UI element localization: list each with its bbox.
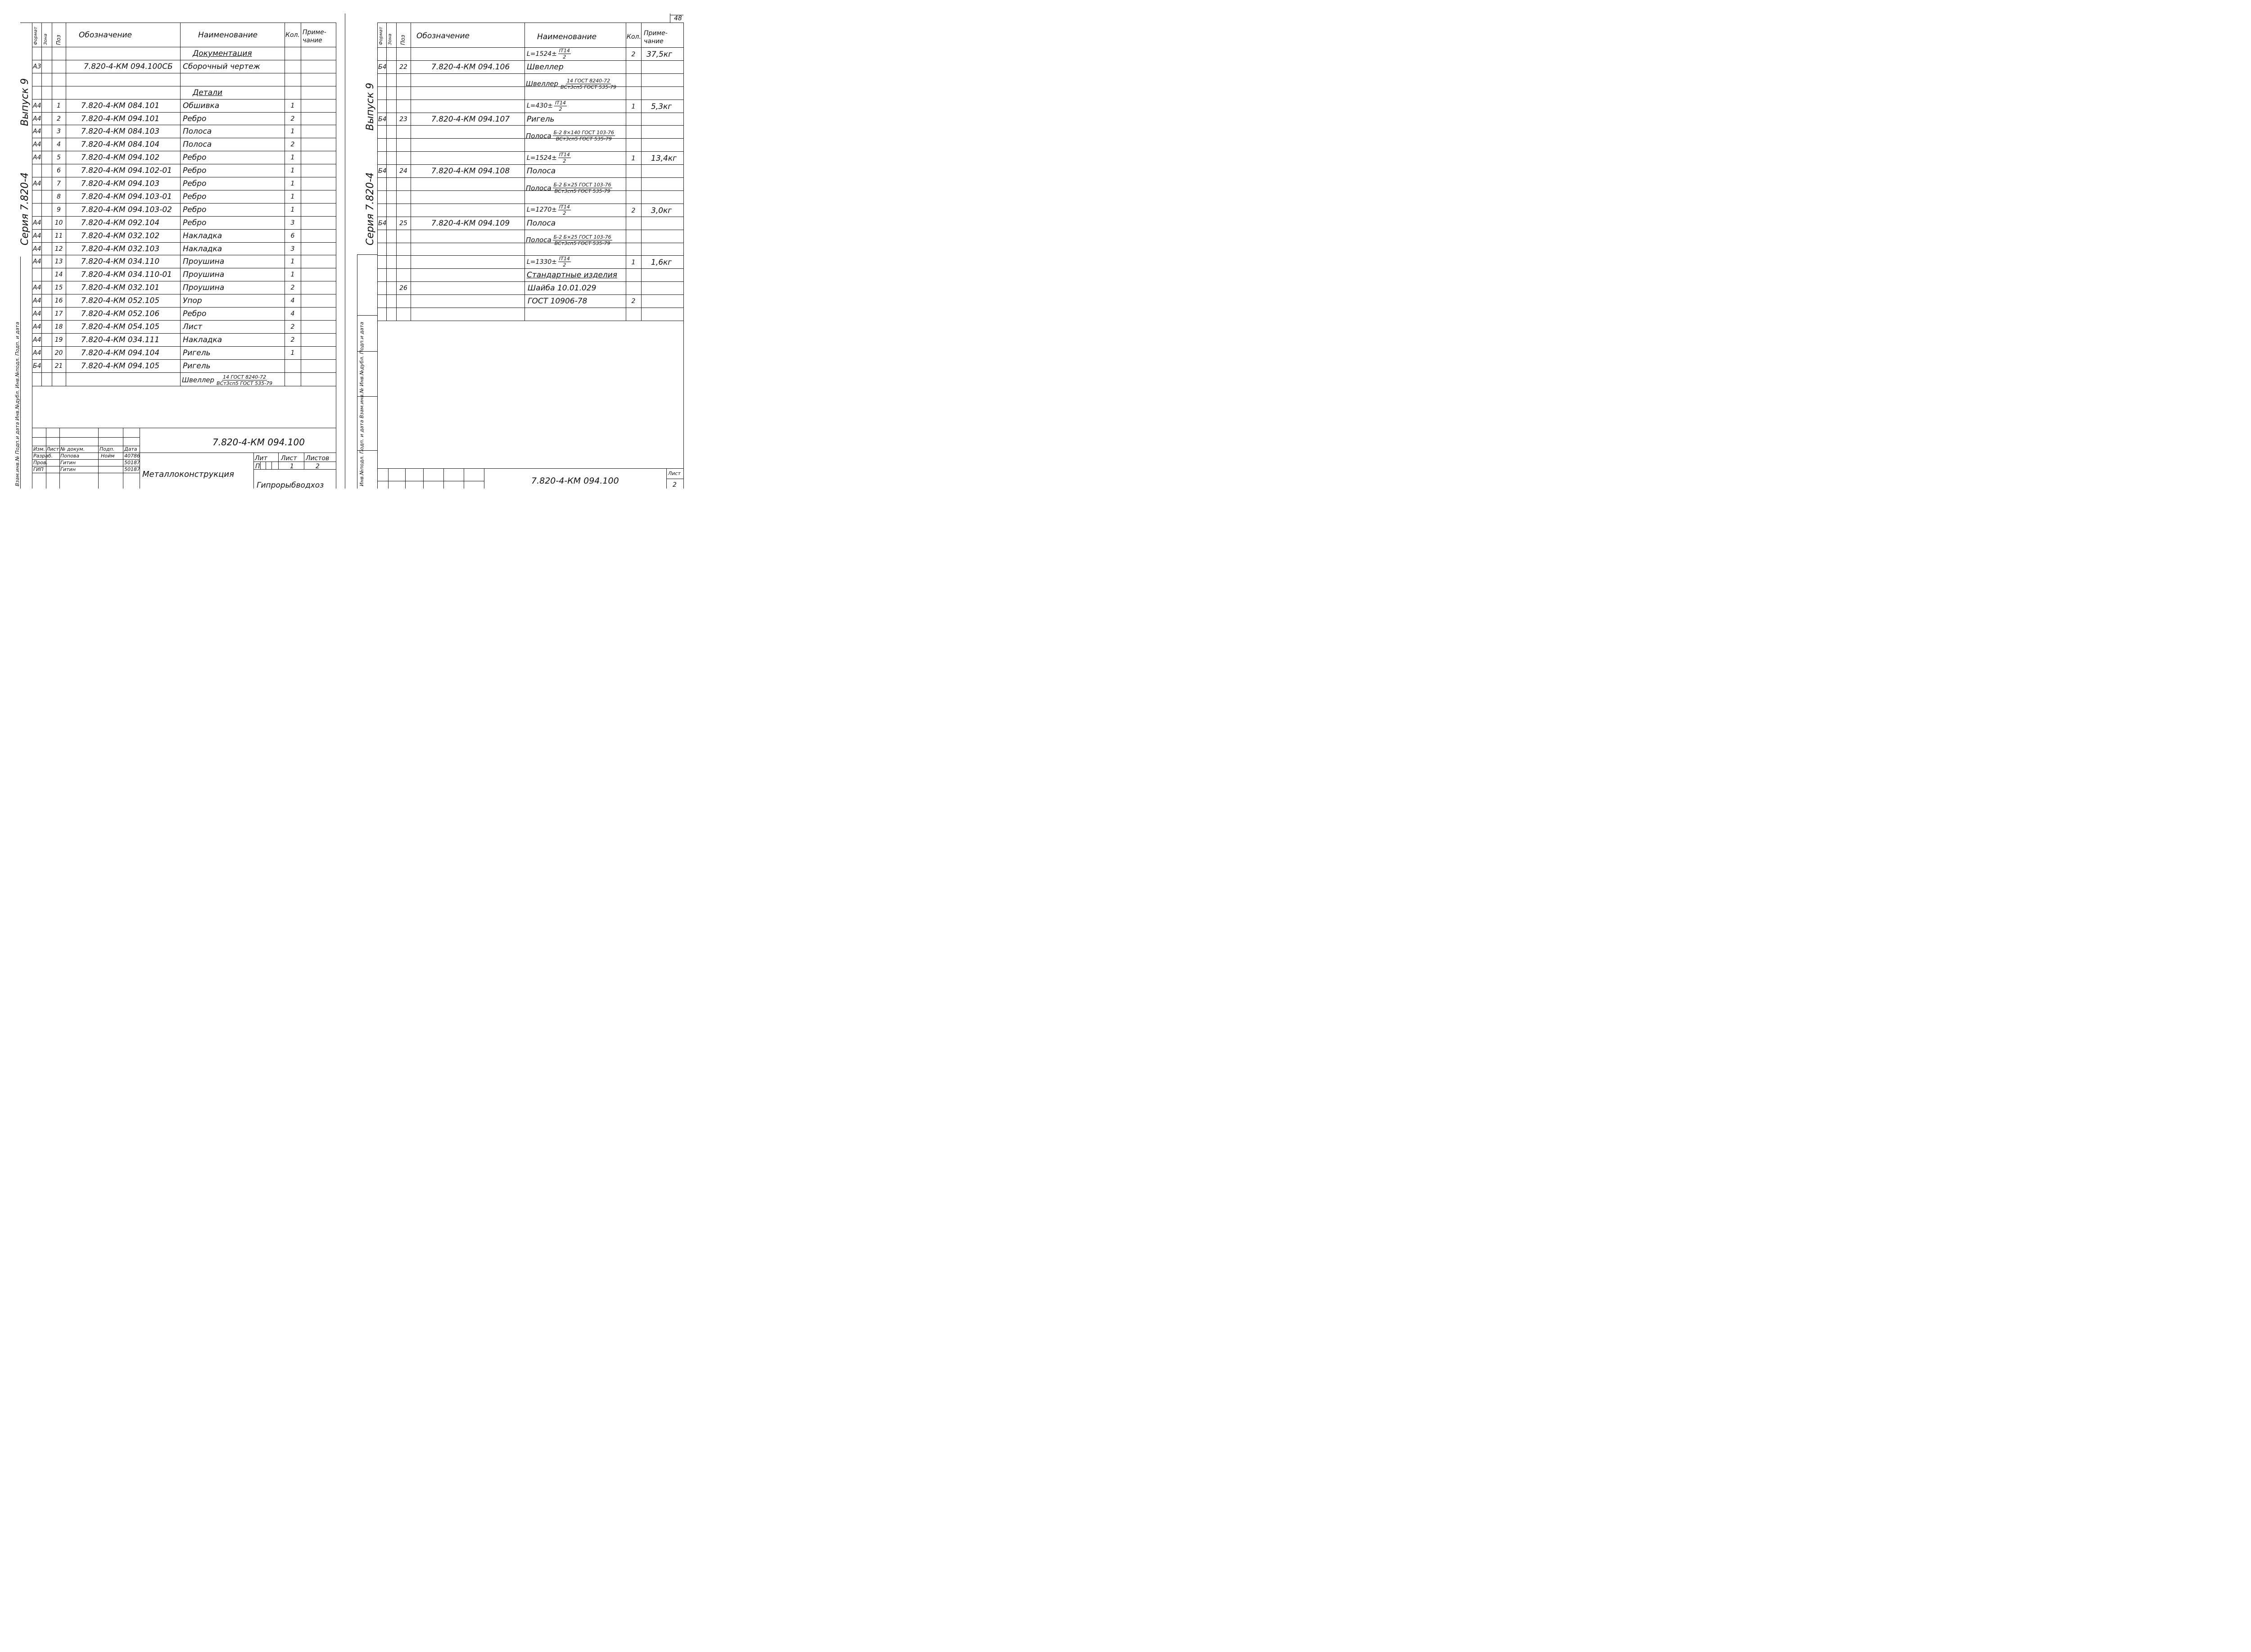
- left-row-name: Полоса: [183, 140, 212, 149]
- right-std-qty: 2: [631, 298, 636, 305]
- left-tb-name3: Гитин: [60, 466, 76, 472]
- right-item-material-denominator: ВСт3сп5 ГОСТ 535-79: [554, 240, 610, 246]
- right-item-material: [526, 78, 617, 90]
- left-row-name: Ребро: [183, 166, 207, 176]
- left-tb-lit-val: П: [255, 463, 260, 470]
- right-row0-length-denominator: 2: [563, 54, 566, 60]
- left-row-line: [32, 99, 336, 100]
- left-row-line: [32, 346, 336, 347]
- right-item-length: [527, 256, 571, 268]
- left-row-name: Ребро: [183, 153, 207, 163]
- left-h-note2: чание: [303, 37, 322, 44]
- right-h-name: Наименование: [537, 32, 597, 41]
- left-row-designation: 7.820-4-КМ 094.102-01: [81, 166, 172, 176]
- left-row-pos: 17: [54, 310, 63, 317]
- left-row-designation: 7.820-4-КМ 032.101: [81, 283, 160, 293]
- left-row-designation: 7.820-4-КМ 034.110-01: [81, 270, 172, 280]
- right-std-section: Стандартные изделия: [527, 271, 618, 280]
- right-item-length-prefix: L=1330±: [527, 258, 557, 266]
- right-item-designation: 7.820-4-КМ 094.106: [431, 62, 510, 72]
- left-row-pos: 5: [57, 154, 61, 162]
- right-item-qty: 1: [631, 103, 636, 110]
- left-row-pos: 14: [54, 271, 63, 279]
- left-row-pos: 13: [54, 258, 63, 266]
- left-row-line: [32, 216, 336, 217]
- left-row-pos: 15: [54, 284, 63, 292]
- right-tb-sheet-val: 2: [673, 481, 677, 489]
- right-item-material-prefix: Полоса: [526, 236, 551, 244]
- left-row-designation: 7.820-4-КМ 094.101: [81, 114, 160, 123]
- left-tb-name2: Гитин: [60, 460, 76, 466]
- left-row-name: Документация: [193, 49, 252, 58]
- left-row-pos: 4: [57, 141, 61, 149]
- left-side-series: Серия 7.820-4: [19, 172, 31, 245]
- left-tb-col: [59, 428, 60, 489]
- right-h-note2: чание: [644, 38, 664, 45]
- left-tb-title: Металлоконструкция: [142, 470, 234, 479]
- left-row-format: А4: [33, 258, 41, 266]
- left-tb-lit: Лит: [255, 455, 267, 462]
- left-tb-doc-code: 7.820-4-КМ 094.100: [212, 437, 305, 448]
- right-item-pos: 22: [399, 63, 407, 71]
- right-item-material-numerator: 14 ГОСТ 8240-72: [566, 77, 610, 84]
- right-item-material: [526, 182, 612, 194]
- right-row-line: [377, 294, 683, 295]
- right-item-material-denominator: ВСт3сп5 ГОСТ 535-79: [554, 188, 610, 194]
- left-tb-role2: Пров.: [33, 460, 48, 466]
- left-row-designation: 7.820-4-КМ 094.103-01: [81, 192, 172, 201]
- left-row-name: Ребро: [183, 218, 207, 227]
- left-row-pos: 6: [57, 167, 61, 175]
- right-item-length: [527, 152, 571, 164]
- left-h-zone: Зона: [43, 33, 48, 45]
- right-item-pos: 23: [399, 115, 407, 123]
- left-tb-lit-sub: [271, 462, 272, 469]
- left-row-designation: 7.820-4-КМ 032.103: [81, 244, 160, 253]
- left-row-name: Ребро: [183, 192, 207, 201]
- right-item-material: [526, 234, 612, 246]
- left-row-qty: 1: [290, 349, 295, 357]
- left-row-name: Ребро: [183, 114, 207, 123]
- left-row-qty: 3: [290, 245, 295, 253]
- left-row-designation: 7.820-4-КМ 094.103-02: [81, 205, 172, 214]
- right-item-length: [527, 100, 567, 112]
- left-tb-col: [98, 428, 99, 489]
- left-row-format: А4: [33, 102, 41, 109]
- left-row-pos: 3: [57, 128, 61, 136]
- right-item-material-denominator: ВСт3сп5 ГОСТ 535-79: [560, 84, 617, 90]
- left-row-pos: 18: [54, 323, 63, 330]
- left-row-format: А4: [33, 284, 41, 292]
- left-row-designation: 7.820-4-КМ 084.104: [81, 140, 160, 149]
- left-row-qty: 6: [290, 232, 295, 240]
- right-item-length-denominator: 2: [559, 106, 562, 112]
- left-h-designation: Обозначение: [79, 31, 132, 40]
- right-item-designation: 7.820-4-КМ 094.108: [431, 167, 510, 176]
- left-row-pos: 20: [54, 349, 63, 357]
- left-row-designation: 7.820-4-КМ 034.111: [81, 335, 160, 344]
- left-tb-date1: 40786: [124, 453, 140, 459]
- left-row-line: [32, 242, 336, 243]
- right-row0-length-prefix: L=1524±: [527, 50, 557, 58]
- right-row0-length: [527, 48, 571, 60]
- right-tb-col: [423, 468, 424, 489]
- left-row-designation: 7.820-4-КМ 084.103: [81, 127, 160, 136]
- right-item-qty: 1: [631, 155, 636, 163]
- left-row-format: А4: [33, 323, 41, 330]
- left-row-name: Ребро: [183, 205, 207, 214]
- left-row-designation: 7.820-4-КМ 092.104: [81, 218, 160, 227]
- right-item-material-numerator: Б-2 Б×25 ГОСТ 103-76: [553, 182, 611, 188]
- right-item-length-numerator: IT14: [559, 152, 570, 158]
- left-row-format: Б4: [33, 362, 41, 370]
- right-h-qty: Кол.: [627, 33, 641, 41]
- right-side-issue: Выпуск 9: [365, 82, 376, 131]
- left-row-name: Сборочный чертеж: [183, 62, 260, 71]
- right-h-format: Формат: [379, 27, 384, 45]
- right-item-format: Б4: [378, 63, 387, 71]
- left-row-format: А4: [33, 219, 41, 226]
- right-item-length-prefix: L=1524±: [527, 154, 557, 162]
- left-row-designation: 7.820-4-КМ 094.103: [81, 179, 160, 188]
- left-row-format: А4: [33, 154, 41, 162]
- left-row-qty: 4: [290, 310, 295, 317]
- right-side-series: Серия 7.820-4: [365, 172, 376, 245]
- left-row-name: Ребро: [183, 309, 207, 318]
- left-row-format: А4: [33, 128, 41, 136]
- left-row-format: А4: [33, 297, 41, 305]
- right-col-line: [641, 23, 642, 321]
- left-col-line: [41, 23, 42, 386]
- right-item-pos: 25: [399, 219, 407, 227]
- left-row-line: [32, 203, 336, 204]
- right-item-length-numerator: IT14: [559, 204, 570, 210]
- right-h-note1: Приме-: [644, 30, 668, 37]
- left-tb-list: Лист: [46, 446, 59, 452]
- right-frame-right: [683, 23, 684, 489]
- right-item-qty: 2: [631, 207, 636, 214]
- left-tb-sign: Подп.: [99, 446, 115, 452]
- left-row-format: А3: [33, 63, 41, 70]
- right-item-material-numerator: Б-2 Б×25 ГОСТ 103-76: [553, 234, 611, 240]
- left-tb-sheets-val: 2: [316, 463, 320, 470]
- right-item-length: [527, 204, 571, 216]
- right-item-format: Б4: [378, 115, 387, 123]
- left-row-name: Полоса: [183, 127, 212, 136]
- left-h-pos: Поз: [55, 35, 62, 45]
- left-col-line: [180, 23, 181, 386]
- left-row-qty: 4: [290, 297, 295, 305]
- left-row-qty: 1: [290, 258, 295, 266]
- right-h-zone: Зона: [388, 33, 393, 45]
- left-row-qty: 2: [290, 141, 295, 149]
- left-row-format: А4: [33, 245, 41, 253]
- right-item-note: 5,3кг: [651, 102, 672, 111]
- right-stamp-side: Инв.№подл. Подп. и дата Взам.инв.№ Инв.№дубл. Подп.и дата: [359, 321, 365, 486]
- left-row-pos: 8: [57, 193, 61, 200]
- left-material-21-numerator: 14 ГОСТ 8240-72: [222, 374, 267, 380]
- left-row-designation: 7.820-4-КМ 054.105: [81, 322, 160, 331]
- right-item-material-prefix: Полоса: [526, 131, 551, 140]
- left-row-name: Обшивка: [183, 101, 220, 110]
- left-tb-row: [32, 437, 140, 438]
- right-item-material-numerator: Б-2 8×140 ГОСТ 103-76: [553, 130, 615, 136]
- left-row-line: [32, 359, 336, 360]
- right-row-line: [377, 268, 683, 269]
- right-row-line: [377, 125, 683, 126]
- left-row-pos: 9: [57, 206, 61, 213]
- left-tb-sign-mark: Нойм: [101, 453, 115, 459]
- left-row-qty: 1: [290, 271, 295, 279]
- right-h-pos: Поз: [400, 35, 406, 45]
- right-item-length-numerator: IT14: [555, 100, 566, 106]
- left-row-pos: 21: [54, 362, 63, 370]
- left-row-name: Накладка: [183, 244, 222, 253]
- right-item-note: 3,0кг: [651, 206, 672, 215]
- left-row-name: Лист: [183, 322, 203, 331]
- left-row-pos: 12: [54, 245, 63, 253]
- left-tb-lit-col: [278, 453, 279, 469]
- right-row0-qty: 2: [631, 51, 636, 58]
- left-h-note1: Приме-: [303, 29, 326, 36]
- left-material-21-denominator: ВСт3сп5 ГОСТ 535-79: [217, 380, 273, 386]
- left-row-qty: 2: [290, 336, 295, 344]
- right-item-name: Ригель: [527, 114, 555, 124]
- left-tb-lit-row2: [253, 469, 336, 470]
- left-row-line: [32, 112, 336, 113]
- left-tb-sheets: Листов: [306, 455, 330, 462]
- right-item-pos: 24: [399, 167, 407, 175]
- left-row-name: Ригель: [183, 348, 211, 358]
- left-row-line: [32, 372, 336, 373]
- right-item-format: Б4: [378, 167, 387, 175]
- left-side-issue: Выпуск 9: [19, 78, 31, 126]
- left-row-qty: 1: [290, 154, 295, 162]
- left-row-format: А4: [33, 115, 41, 122]
- left-h-qty: Кол.: [285, 32, 300, 39]
- left-tb-lit-col: [253, 453, 254, 489]
- left-row-qty: 2: [290, 323, 295, 330]
- left-stamp-side: Взам.инв.№ Подп.и дата Инв.№дубл. Инв.№подл. Подп. и дата: [14, 321, 20, 486]
- right-item-format: Б4: [378, 219, 387, 227]
- left-row-designation: 7.820-4-КМ 094.105: [81, 361, 160, 371]
- left-row-name: Накладка: [183, 231, 222, 240]
- left-row-format: А4: [33, 232, 41, 240]
- right-item-name: Полоса: [527, 218, 556, 228]
- left-tb-org: Гипрорыбводхоз: [257, 481, 324, 490]
- right-h-designation: Обозначение: [416, 32, 470, 41]
- right-row0-note: 37,5кг: [646, 50, 673, 59]
- left-row-name: Проушина: [183, 270, 225, 280]
- left-row-pos: 1: [57, 102, 61, 109]
- right-tb-col: [443, 468, 444, 489]
- right-std-pos: 26: [399, 285, 407, 292]
- left-row-name: Детали: [193, 88, 222, 97]
- left-row-name: Накладка: [183, 335, 222, 344]
- right-tb-sheet-label: Лист: [668, 471, 681, 476]
- right-row-line: [377, 281, 683, 282]
- left-tb-date2: 50187: [124, 460, 140, 466]
- right-tb-col: [405, 468, 406, 489]
- right-row-line: [377, 177, 683, 178]
- right-frame-left: [377, 23, 378, 489]
- left-row-designation: 7.820-4-КМ 084.101: [81, 101, 160, 110]
- left-row-line: [32, 320, 336, 321]
- left-row-pos: 7: [57, 180, 61, 187]
- left-row-line: [32, 229, 336, 230]
- right-item-designation: 7.820-4-КМ 094.109: [431, 218, 510, 228]
- left-row-pos: 11: [54, 232, 63, 240]
- left-row-format: А4: [33, 349, 41, 357]
- left-row-format: А4: [33, 336, 41, 344]
- left-tb-docno: № докум.: [60, 446, 85, 452]
- left-h-name: Наименование: [198, 31, 258, 40]
- left-row-name: Проушина: [183, 257, 225, 267]
- left-row-qty: 1: [290, 206, 295, 213]
- right-item-material-denominator: ВСт3сп5 ГОСТ 535-79: [556, 136, 612, 142]
- left-row-designation: 7.820-4-КМ 094.104: [81, 348, 160, 358]
- left-tb-date: Дата: [124, 446, 137, 452]
- left-row-pos: 19: [54, 336, 63, 344]
- left-h-format: Формат: [33, 27, 38, 45]
- left-tb-date3: 50187: [124, 466, 140, 472]
- left-row-designation: 7.820-4-КМ 034.110: [81, 257, 160, 267]
- left-row-qty: 3: [290, 219, 295, 226]
- left-material-21: [182, 374, 273, 386]
- right-item-material: [526, 130, 615, 142]
- right-tb-doc-code: 7.820-4-КМ 094.100: [531, 476, 619, 486]
- left-stamp-strip-line: [20, 257, 21, 489]
- left-tb-sheet: Лист: [281, 455, 297, 462]
- left-row-designation: 7.820-4-КМ 052.105: [81, 296, 160, 306]
- right-item-material-prefix: Полоса: [526, 184, 551, 192]
- right-item-length-prefix: L=1270±: [527, 206, 557, 214]
- left-row-qty: 1: [290, 128, 295, 136]
- right-item-note: 13,4кг: [651, 154, 677, 163]
- right-tb-col: [388, 468, 389, 489]
- right-item-name: Швеллер: [527, 62, 564, 72]
- left-tb-row: [32, 459, 140, 460]
- left-row-qty: 1: [290, 102, 295, 109]
- left-row-qty: 1: [290, 180, 295, 187]
- left-tb-name1: Попова: [60, 453, 80, 459]
- left-tb-izm: Изм.: [33, 446, 45, 452]
- left-row-format: А4: [33, 180, 41, 187]
- right-stamp-row: [357, 254, 377, 255]
- right-item-note: 1,6кг: [651, 258, 672, 267]
- left-row-pos: 16: [54, 297, 63, 305]
- right-item-length-denominator: 2: [563, 210, 566, 216]
- left-row-qty: 1: [290, 193, 295, 200]
- left-row-qty: 1: [290, 167, 295, 175]
- left-row-qty: 2: [290, 284, 295, 292]
- left-row-pos: 2: [57, 115, 61, 122]
- right-row-line: [377, 60, 683, 61]
- right-item-length-numerator: IT14: [559, 256, 570, 262]
- left-material-21-prefix: Швеллер: [182, 376, 215, 384]
- left-tb-role3: ГИП: [33, 466, 44, 472]
- left-row-name: Упор: [183, 296, 202, 306]
- left-row-designation: 7.820-4-КМ 094.100СБ: [84, 62, 173, 71]
- right-item-length-prefix: L=430±: [527, 102, 553, 110]
- right-row0-length-numerator: IT14: [559, 48, 570, 54]
- left-row-line: [32, 307, 336, 308]
- left-row-format: А4: [33, 141, 41, 149]
- right-col-line: [524, 23, 525, 321]
- left-row-name: Ригель: [183, 361, 211, 371]
- right-item-length-denominator: 2: [563, 262, 566, 268]
- left-row-qty: 2: [290, 115, 295, 122]
- right-item-qty: 1: [631, 259, 636, 267]
- left-row-pos: 10: [54, 219, 63, 226]
- right-row-line: [377, 164, 683, 165]
- page-number: 48: [674, 15, 682, 22]
- right-std-name2: ГОСТ 10906-78: [528, 297, 588, 306]
- right-item-length-denominator: 2: [563, 158, 566, 164]
- left-tb-role1: Разраб.: [33, 453, 53, 459]
- left-row-designation: 7.820-4-КМ 032.102: [81, 231, 160, 240]
- left-row-designation: 7.820-4-КМ 052.106: [81, 309, 160, 318]
- right-row-line: [377, 73, 683, 74]
- left-row-line: [32, 333, 336, 334]
- left-tb-sheet-val: 1: [290, 463, 294, 470]
- left-row-format: А4: [33, 310, 41, 317]
- left-row-designation: 7.820-4-КМ 094.102: [81, 153, 160, 163]
- right-std-name1: Шайба 10.01.029: [528, 284, 597, 293]
- right-stamp-row: [357, 315, 377, 316]
- right-item-name: Полоса: [527, 167, 556, 176]
- left-row-name: Ребро: [183, 179, 207, 188]
- right-item-designation: 7.820-4-КМ 094.107: [431, 114, 510, 124]
- right-item-material-prefix: Швеллер: [526, 80, 559, 88]
- left-row-name: Проушина: [183, 283, 225, 293]
